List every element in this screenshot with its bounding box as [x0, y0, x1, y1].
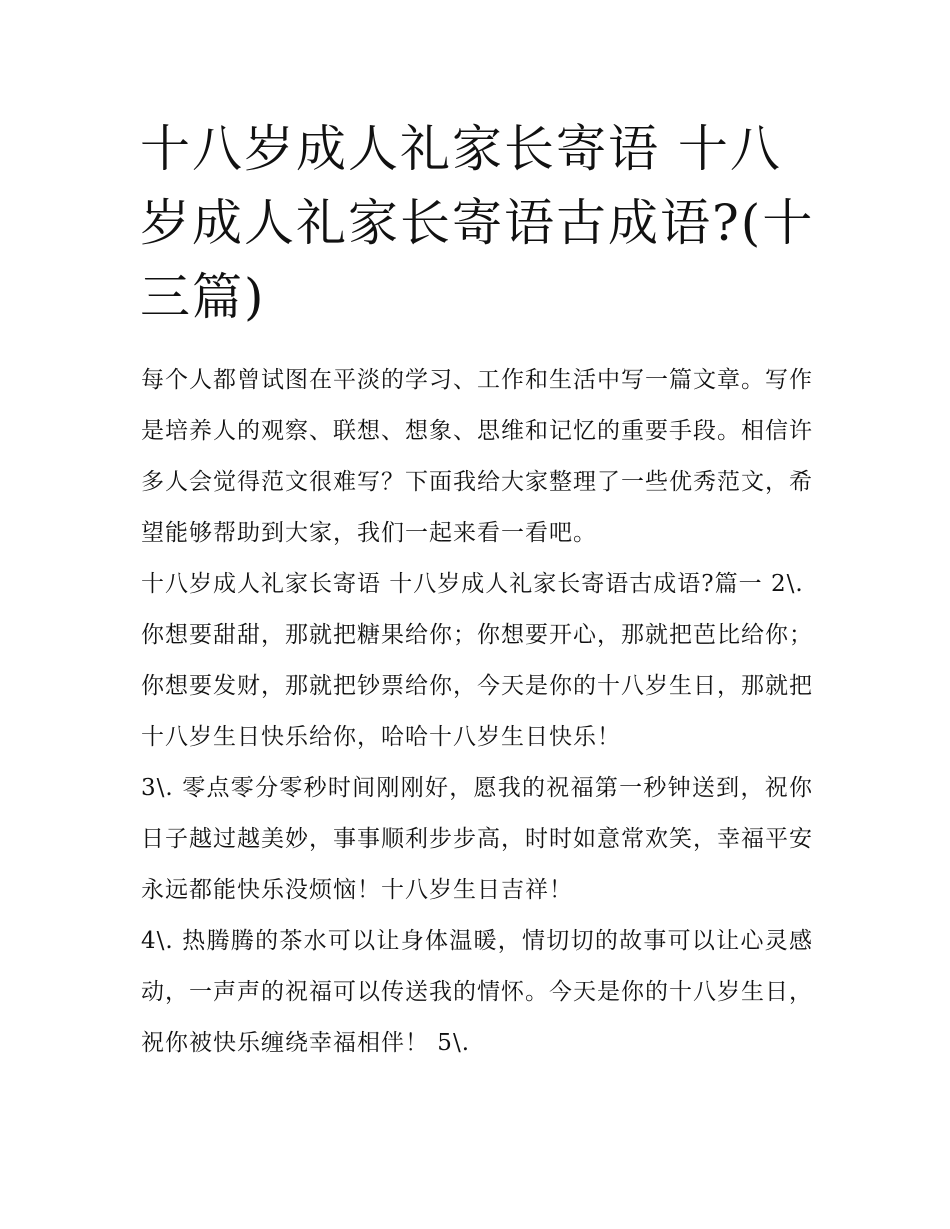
document-body: [141, 355, 813, 1069]
intro-paragraph: 每个人都曾试图在平淡的学习、工作和生活中写一篇文章。写作是培养人的观察、联想、想象、思维和记忆的重要手段。相信许多人会觉得范文很难写？下面我给大家整理了一些优秀范文，希望能够帮助到大家，我们一起来看一看吧。: [141, 367, 813, 546]
wish-paragraph-4: 4\. 热腾腾的茶水可以让身体温暖，情切切的故事可以让心灵感动，一声声的祝福可以传送我的情怀。今天是你的十八岁生日，祝你被快乐缠绕幸福相伴！ 5\.: [141, 928, 813, 1056]
wish-paragraph-2: 你想要甜甜，那就把糖果给你；你想要开心，那就把芭比给你；你想要发财，那就把钞票给你，今天是你的十八岁生日，那就把十八岁生日快乐给你，哈哈十八岁生日快乐！: [141, 622, 813, 750]
document-title: 十八岁成人礼家长寄语 十八岁成人礼家长寄语古成语?(十三篇): [140, 120, 815, 326]
wish-paragraph-3: 3\. 零点零分零秒时间刚刚好，愿我的祝福第一秒钟送到，祝你日子越过越美妙，事事顺利步步高，时时如意常欢笑，幸福平安永远都能快乐没烦恼！十八岁生日吉祥！: [141, 775, 813, 903]
section-heading-1: 十八岁成人礼家长寄语 十八岁成人礼家长寄语古成语?篇一 2\.: [141, 571, 804, 597]
